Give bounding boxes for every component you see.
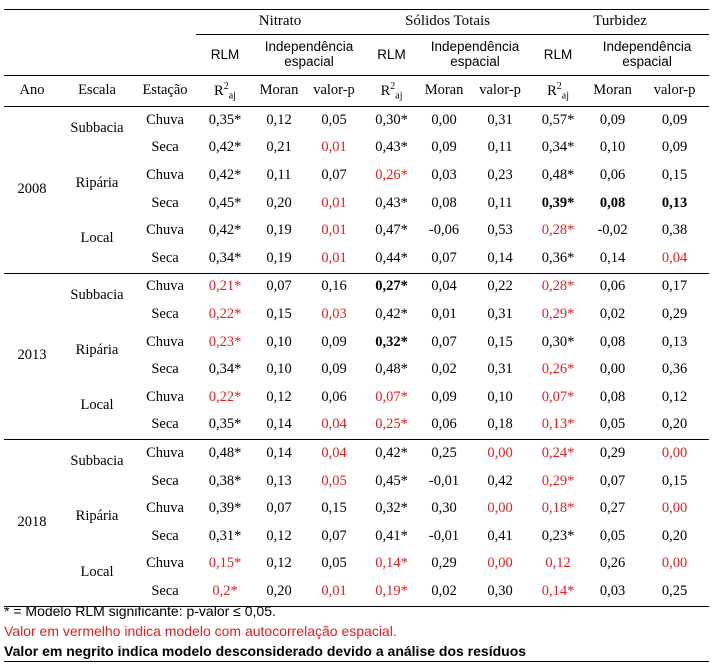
value-cell: 0,23 bbox=[487, 167, 513, 184]
value-cell: 0,00 bbox=[431, 111, 457, 128]
value-cell: 0,20 bbox=[254, 578, 304, 606]
group-header-turbidez: Turbidez bbox=[531, 8, 709, 35]
value-cell: 0,07* bbox=[541, 388, 575, 405]
note-significance: * = Modelo RLM significante: p-valor ≤ 0,05. bbox=[4, 603, 276, 619]
value-cell: 0,04 bbox=[431, 278, 457, 295]
value-cell: 0,13* bbox=[531, 412, 585, 440]
value-cell: 0,09 bbox=[431, 139, 457, 156]
scale-cell: Local bbox=[60, 217, 134, 273]
value-cell: 0,07 bbox=[266, 278, 292, 295]
col-r2: $R^2_{aj}$ bbox=[364, 76, 419, 107]
value-cell: 0,03 bbox=[321, 305, 347, 322]
scale-cell: Local bbox=[60, 551, 134, 607]
value-cell: 0,29 bbox=[599, 444, 626, 461]
year-cell: 2018 bbox=[4, 440, 60, 607]
value-cell: 0,14 bbox=[254, 412, 304, 440]
value-cell: 0,10 bbox=[599, 139, 626, 156]
value-cell: -0,02 bbox=[597, 222, 628, 239]
value-cell: 0,20 bbox=[661, 527, 688, 544]
season-cell: Seca bbox=[151, 305, 179, 322]
scale-cell: Ripária bbox=[75, 508, 119, 525]
value-cell: 0,41* bbox=[375, 527, 408, 544]
scale-cell: Subbacia bbox=[70, 286, 124, 303]
col-r2: $R^2_{aj}$ bbox=[196, 76, 254, 107]
value-cell: 0,26* bbox=[375, 167, 408, 184]
season-cell: Chuva bbox=[146, 222, 184, 239]
value-cell: 0,15 bbox=[661, 472, 688, 489]
indep-header: Independência espacial bbox=[430, 39, 520, 69]
value-cell: 0,01 bbox=[321, 194, 347, 211]
value-cell: 0,29 bbox=[431, 555, 457, 572]
value-cell: 0,27* bbox=[375, 278, 408, 295]
table-row bbox=[4, 495, 709, 523]
value-cell: 0,07 bbox=[419, 245, 469, 273]
value-cell: 0,13 bbox=[266, 472, 292, 489]
value-cell: 0,30 bbox=[469, 578, 531, 606]
value-cell: 0,05 bbox=[321, 472, 347, 489]
col-ano: Ano bbox=[4, 76, 60, 107]
season-cell: Chuva bbox=[146, 555, 184, 572]
value-cell: 0,10 bbox=[266, 361, 292, 378]
value-cell: 0,19 bbox=[266, 222, 292, 239]
value-cell: 0,15 bbox=[266, 305, 292, 322]
value-cell: 0,14* bbox=[375, 555, 408, 572]
value-cell: 0,06 bbox=[599, 278, 626, 295]
season-cell: Seca bbox=[151, 361, 179, 378]
scale-cell: Subbacia bbox=[70, 453, 124, 470]
value-cell: 0,29* bbox=[541, 305, 575, 322]
year-cell: 2013 bbox=[4, 273, 60, 440]
value-cell: 0,21 bbox=[266, 139, 292, 156]
value-cell: 0,05 bbox=[585, 412, 640, 440]
value-cell: 0,26* bbox=[541, 361, 575, 378]
value-cell: 0,08 bbox=[431, 194, 457, 211]
season-cell: Chuva bbox=[146, 333, 184, 350]
value-cell: -0,06 bbox=[428, 222, 460, 239]
table-notes bbox=[4, 601, 709, 662]
season-cell: Chuva bbox=[146, 278, 184, 295]
value-cell: 0,42 bbox=[487, 472, 513, 489]
value-cell: 0,07* bbox=[375, 388, 408, 405]
value-cell: 0,19 bbox=[254, 245, 304, 273]
value-cell: 0,22* bbox=[208, 305, 242, 322]
value-cell: 0,03 bbox=[431, 167, 457, 184]
value-cell: 0,48* bbox=[208, 444, 242, 461]
table-body bbox=[4, 107, 709, 607]
value-cell: 0,20 bbox=[266, 194, 292, 211]
value-cell: 0,04 bbox=[640, 245, 709, 273]
col-moran: Moran bbox=[585, 76, 640, 107]
value-cell: 0,04 bbox=[304, 412, 364, 440]
table-row bbox=[4, 107, 709, 135]
value-cell: 0,25* bbox=[364, 412, 419, 440]
value-cell: 0,07 bbox=[599, 472, 626, 489]
value-cell: 0,38* bbox=[208, 472, 242, 489]
value-cell: 0,12 bbox=[266, 388, 292, 405]
table-row bbox=[4, 440, 709, 468]
value-cell: 0,25 bbox=[431, 444, 457, 461]
value-cell: 0,10 bbox=[487, 388, 513, 405]
value-cell: 0,45* bbox=[208, 194, 242, 211]
table-row bbox=[4, 384, 709, 412]
value-cell: 0,02 bbox=[599, 305, 626, 322]
value-cell: 0,09 bbox=[321, 361, 347, 378]
value-cell: 0,00 bbox=[487, 555, 513, 572]
value-cell: 0,09 bbox=[661, 139, 688, 156]
value-cell: 0,42* bbox=[375, 305, 408, 322]
value-cell: 0,27 bbox=[599, 500, 626, 517]
value-cell: 0,11 bbox=[487, 194, 513, 211]
value-cell: 0,11 bbox=[266, 167, 292, 184]
value-cell: 0,15 bbox=[321, 500, 347, 517]
season-cell: Seca bbox=[134, 412, 196, 440]
value-cell: 0,14 bbox=[266, 444, 292, 461]
col-moran: Moran bbox=[254, 76, 304, 107]
value-cell: 0,57* bbox=[541, 111, 575, 128]
table-row bbox=[4, 273, 709, 301]
note-bold: Valor em negrito indica modelo desconsiderado devido a análise dos resíduos bbox=[4, 641, 709, 662]
table-row bbox=[4, 162, 709, 190]
value-cell: 0,12 bbox=[661, 388, 688, 405]
value-cell: -0,01 bbox=[428, 472, 460, 489]
rlm-header: RLM bbox=[543, 46, 573, 62]
value-cell: 0,08 bbox=[599, 194, 626, 211]
value-cell: 0,28* bbox=[541, 222, 575, 239]
value-cell: 0,41 bbox=[487, 527, 513, 544]
value-cell: 0,31 bbox=[487, 305, 513, 322]
value-cell: 0,09 bbox=[431, 388, 457, 405]
value-cell: 0,24* bbox=[541, 444, 575, 461]
season-cell: Seca bbox=[151, 139, 179, 156]
value-cell: 0,39* bbox=[208, 500, 242, 517]
value-cell: 0,01 bbox=[431, 305, 457, 322]
value-cell: 0,23* bbox=[208, 333, 242, 350]
group-header-solidos: Sólidos Totais bbox=[364, 8, 531, 35]
value-cell: 0,03 bbox=[585, 578, 640, 606]
season-cell: Chuva bbox=[146, 388, 184, 405]
indep-header: Independência espacial bbox=[264, 39, 354, 69]
value-cell: 0,14 bbox=[469, 245, 531, 273]
scale-cell: Ripária bbox=[75, 341, 119, 358]
value-cell: 0,31 bbox=[487, 361, 513, 378]
value-cell: 0,22 bbox=[487, 278, 513, 295]
col-r2: $R^2_{aj}$ bbox=[531, 76, 585, 107]
value-cell: 0,06 bbox=[419, 412, 469, 440]
value-cell: 0,00 bbox=[487, 500, 513, 517]
season-cell: Seca bbox=[151, 527, 179, 544]
value-cell: 0,14 bbox=[585, 245, 640, 273]
value-cell: 0,00 bbox=[661, 500, 688, 517]
season-cell: Chuva bbox=[146, 167, 184, 184]
value-cell: 0,29 bbox=[661, 305, 688, 322]
value-cell: 0,05 bbox=[321, 111, 347, 128]
value-cell: 0,01 bbox=[304, 245, 364, 273]
season-cell: Seca bbox=[151, 472, 179, 489]
value-cell: 0,31 bbox=[487, 111, 513, 128]
value-cell: 0,06 bbox=[321, 388, 347, 405]
value-cell: 0,15 bbox=[661, 167, 688, 184]
table-row bbox=[4, 551, 709, 579]
value-cell: 0,09 bbox=[661, 111, 688, 128]
value-cell: 0,2* bbox=[196, 578, 254, 606]
value-cell: 0,53 bbox=[487, 222, 513, 239]
value-cell: 0,11 bbox=[487, 139, 513, 156]
value-cell: 0,07 bbox=[321, 167, 347, 184]
col-valor-p: valor-p bbox=[469, 76, 531, 107]
value-cell: 0,01 bbox=[321, 222, 347, 239]
season-cell: Chuva bbox=[146, 111, 184, 128]
value-cell: 0,12 bbox=[266, 527, 292, 544]
value-cell: 0,18 bbox=[469, 412, 531, 440]
value-cell: 0,04 bbox=[321, 444, 347, 461]
value-cell: 0,34* bbox=[208, 361, 242, 378]
value-cell: 0,08 bbox=[599, 388, 626, 405]
indep-header: Independência espacial bbox=[602, 39, 692, 69]
value-cell: 0,09 bbox=[599, 111, 626, 128]
value-cell: 0,42* bbox=[208, 222, 242, 239]
value-cell: 0,06 bbox=[599, 167, 626, 184]
value-cell: 0,30* bbox=[375, 111, 408, 128]
value-cell: 0,30 bbox=[431, 500, 457, 517]
season-cell: Seca bbox=[151, 194, 179, 211]
value-cell: 0,05 bbox=[321, 555, 347, 572]
value-cell: 0,14* bbox=[531, 578, 585, 606]
value-cell: 0,38 bbox=[661, 222, 688, 239]
value-cell: 0,43* bbox=[375, 139, 408, 156]
col-estacao: Estação bbox=[134, 76, 196, 107]
col-valor-p: valor-p bbox=[304, 76, 364, 107]
note-red: Valor em vermelho indica modelo com autocorrelação espacial. bbox=[4, 623, 397, 639]
value-cell: 0,32* bbox=[375, 500, 408, 517]
value-cell: 0,48* bbox=[375, 361, 408, 378]
col-moran: Moran bbox=[419, 76, 469, 107]
value-cell: 0,19* bbox=[364, 578, 419, 606]
scale-cell: Ripária bbox=[75, 175, 119, 192]
value-cell: 0,34* bbox=[541, 139, 575, 156]
value-cell: 0,00 bbox=[661, 444, 688, 461]
value-cell: 0,18* bbox=[541, 500, 575, 517]
value-cell: 0,45* bbox=[375, 472, 408, 489]
value-cell: 0,42* bbox=[208, 167, 242, 184]
value-cell: 0,36* bbox=[531, 245, 585, 273]
table-top-rule bbox=[4, 9, 709, 10]
value-cell: 0,09 bbox=[321, 333, 347, 350]
value-cell: 0,02 bbox=[431, 361, 457, 378]
value-cell: 0,07 bbox=[431, 333, 457, 350]
value-cell: 0,15* bbox=[208, 555, 242, 572]
value-cell: 0,10 bbox=[266, 333, 292, 350]
value-cell: 0,02 bbox=[419, 578, 469, 606]
value-cell: 0,34* bbox=[196, 245, 254, 273]
scale-cell: Subbacia bbox=[70, 120, 124, 136]
col-valor-p: valor-p bbox=[640, 76, 709, 107]
rlm-header: RLM bbox=[210, 46, 240, 62]
value-cell: 0,26 bbox=[599, 555, 626, 572]
value-cell: 0,13 bbox=[661, 333, 688, 350]
value-cell: 0,05 bbox=[599, 527, 626, 544]
value-cell: 0,00 bbox=[661, 555, 688, 572]
value-cell: 0,13 bbox=[661, 194, 688, 211]
value-cell: 0,36 bbox=[661, 361, 688, 378]
group-header-nitrato: Nitrato bbox=[196, 8, 364, 35]
value-cell: 0,21* bbox=[208, 278, 242, 295]
value-cell: 0,42* bbox=[208, 139, 242, 156]
season-cell: Chuva bbox=[146, 500, 184, 517]
value-cell: 0,01 bbox=[304, 578, 364, 606]
value-cell: 0,29* bbox=[541, 472, 575, 489]
col-escala: Escala bbox=[60, 76, 134, 107]
season-cell: Chuva bbox=[146, 444, 184, 461]
results-table bbox=[4, 8, 709, 607]
value-cell: 0,30* bbox=[541, 333, 575, 350]
value-cell: 0,35* bbox=[196, 412, 254, 440]
value-cell: 0,20 bbox=[640, 412, 709, 440]
value-cell: 0,28* bbox=[541, 278, 575, 295]
value-cell: 0,44* bbox=[364, 245, 419, 273]
value-cell: 0,08 bbox=[599, 333, 626, 350]
season-cell: Seca bbox=[134, 245, 196, 273]
value-cell: 0,12 bbox=[266, 111, 292, 128]
value-cell: 0,07 bbox=[321, 527, 347, 544]
value-cell: 0,17 bbox=[661, 278, 688, 295]
value-cell: 0,43* bbox=[375, 194, 408, 211]
value-cell: 0,23* bbox=[541, 527, 575, 544]
value-cell: 0,12 bbox=[266, 555, 292, 572]
value-cell: 0,48* bbox=[541, 167, 575, 184]
value-cell: -0,01 bbox=[428, 527, 460, 544]
value-cell: 0,39* bbox=[541, 194, 575, 211]
value-cell: 0,00 bbox=[599, 361, 626, 378]
scale-cell: Local bbox=[60, 384, 134, 440]
table-row bbox=[4, 217, 709, 245]
value-cell: 0,25 bbox=[640, 578, 709, 606]
value-cell: 0,42* bbox=[375, 444, 408, 461]
year-cell: 2008 bbox=[4, 107, 60, 274]
value-cell: 0,32* bbox=[375, 333, 408, 350]
rlm-header: RLM bbox=[377, 46, 406, 62]
value-cell: 0,12 bbox=[545, 555, 571, 572]
value-cell: 0,22* bbox=[208, 388, 242, 405]
season-cell: Seca bbox=[134, 578, 196, 606]
value-cell: 0,15 bbox=[487, 333, 513, 350]
value-cell: 0,00 bbox=[487, 444, 513, 461]
value-cell: 0,07 bbox=[266, 500, 292, 517]
table-row bbox=[4, 329, 709, 357]
value-cell: 0,01 bbox=[321, 139, 347, 156]
value-cell: 0,35* bbox=[208, 111, 242, 128]
value-cell: 0,31* bbox=[208, 527, 242, 544]
value-cell: 0,47* bbox=[375, 222, 408, 239]
value-cell: 0,16 bbox=[321, 278, 347, 295]
